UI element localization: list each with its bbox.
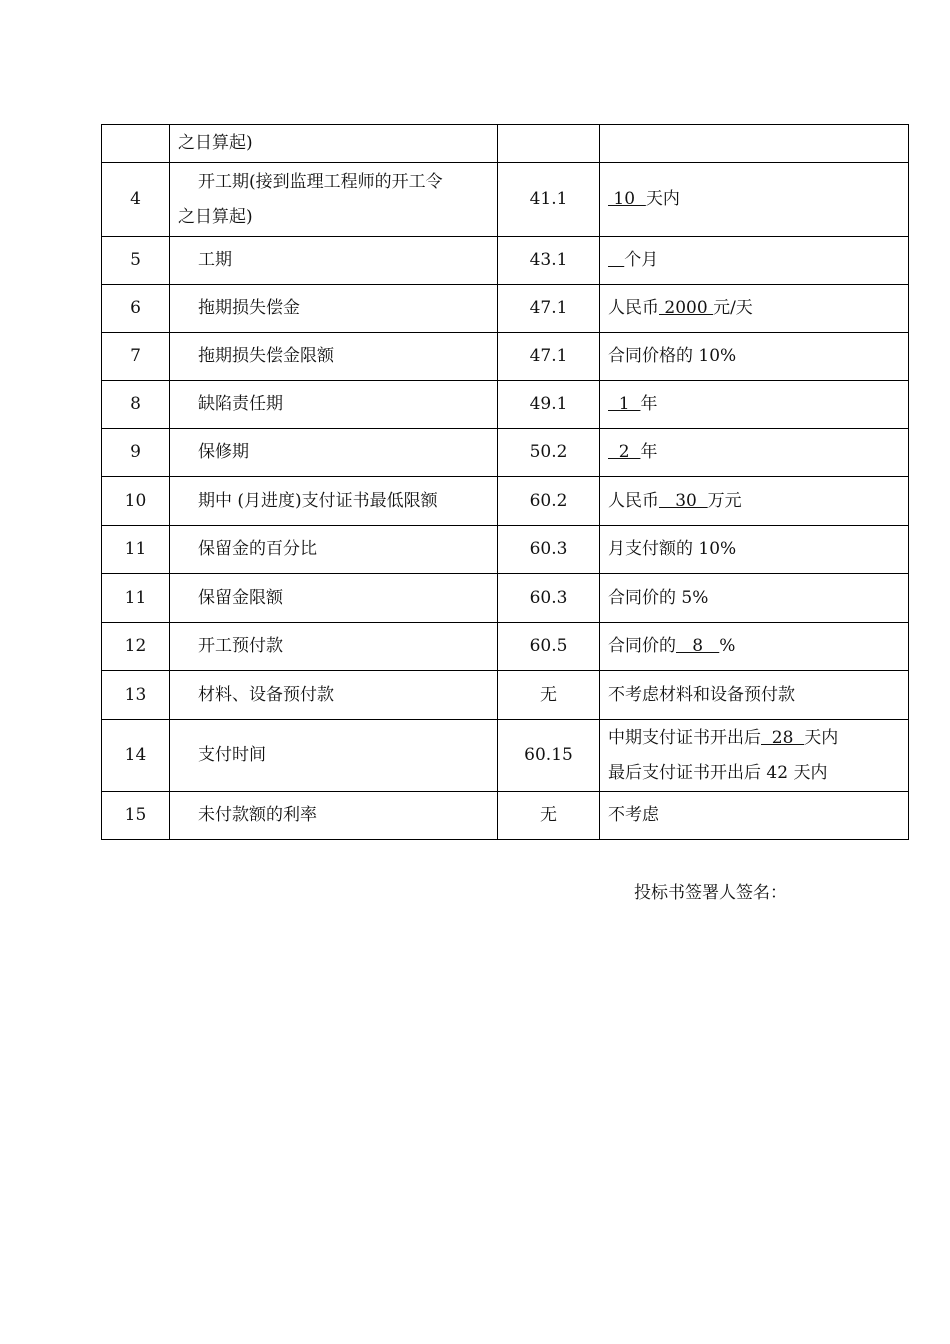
clause-number: 47.1 (498, 333, 600, 381)
item-name-line: 开工期(接到监理工程师的开工令 (198, 171, 443, 192)
data-value (600, 477, 909, 526)
row-number: 11 (102, 526, 170, 574)
row-number: 7 (102, 333, 170, 381)
row-number: 5 (102, 237, 170, 285)
contract-data-table (101, 124, 909, 840)
row-number: 13 (102, 671, 170, 720)
clause-number: 43.1 (498, 237, 600, 285)
clause-number: 60.2 (498, 477, 600, 526)
data-text: % (719, 636, 736, 656)
signature-label: 投标书签署人签名： (634, 883, 787, 903)
row-number: 15 (102, 792, 170, 840)
data-value (600, 163, 909, 237)
item-name-text: 开工预付款 (198, 636, 283, 656)
data-value (600, 237, 909, 285)
filled-blank: 30 (659, 490, 708, 511)
clause-number: 47.1 (498, 285, 600, 333)
item-name-text: 拖期损失偿金 (198, 298, 300, 318)
item-name-text: 拖期损失偿金限额 (198, 346, 334, 366)
table-row (102, 285, 909, 333)
item-name (170, 792, 498, 840)
item-name-text: 工期 (198, 250, 232, 270)
filled-blank: 8 (676, 636, 720, 656)
item-name-text: 支付时间 (198, 745, 266, 765)
clause-number: 41.1 (498, 163, 600, 237)
table-body (102, 125, 909, 840)
table-row (102, 237, 909, 285)
row-number: 11 (102, 574, 170, 623)
data-text: 月支付额的 10% (608, 539, 737, 559)
clause-number: 60.3 (498, 574, 600, 623)
table-row (102, 381, 909, 429)
table-row (102, 623, 909, 671)
data-value-line (608, 580, 908, 617)
data-text: 年 (640, 442, 658, 462)
data-value-line (608, 483, 908, 520)
item-name (170, 333, 498, 381)
table-row (102, 125, 909, 163)
data-text: 个月 (624, 250, 659, 270)
clause-number: 60.3 (498, 526, 600, 574)
data-value (600, 429, 909, 477)
table-row (102, 720, 909, 792)
filled-blank: 28 (761, 727, 805, 748)
item-name-text: 缺陷责任期 (198, 394, 283, 414)
row-number: 4 (102, 163, 170, 237)
data-value (600, 720, 909, 792)
item-name (170, 477, 498, 526)
row-number: 8 (102, 381, 170, 429)
data-value (600, 333, 909, 381)
item-name (170, 526, 498, 574)
data-text: 天内 (804, 727, 839, 748)
clause-number: 49.1 (498, 381, 600, 429)
row-number: 10 (102, 477, 170, 526)
data-value-line (608, 434, 908, 471)
item-name (170, 285, 498, 333)
item-name (170, 381, 498, 429)
data-value-line (608, 290, 908, 327)
filled-blank (608, 250, 624, 270)
data-value-line (608, 386, 908, 423)
data-value-line (608, 338, 908, 375)
data-value-line (608, 797, 908, 834)
item-name (170, 429, 498, 477)
data-value-line (608, 628, 908, 665)
item-name (170, 125, 498, 163)
data-value (600, 623, 909, 671)
item-name (170, 671, 498, 720)
clause-number: 无 (498, 792, 600, 840)
row-number (102, 125, 170, 163)
table-row (102, 792, 909, 840)
clause-number: 60.5 (498, 623, 600, 671)
data-value (600, 792, 909, 840)
item-name-text: 未付款额的利率 (198, 805, 317, 825)
data-value (600, 125, 909, 163)
data-text: 中期支付证书开出后 (608, 727, 761, 748)
item-name-text: 期中 (月进度)支付证书最低限额 (198, 490, 438, 511)
clause-number: 无 (498, 671, 600, 720)
clause-number: 50.2 (498, 429, 600, 477)
item-name (170, 237, 498, 285)
row-number: 12 (102, 623, 170, 671)
data-text: 合同价格的 10% (608, 346, 737, 366)
table-row (102, 671, 909, 720)
item-name-text: 保留金限额 (198, 587, 283, 608)
clause-number (498, 125, 600, 163)
clause-number: 60.15 (498, 720, 600, 792)
data-text: 不考虑 (608, 805, 659, 825)
item-name-text: 材料、设备预付款 (198, 684, 334, 705)
data-text: 天内 (645, 189, 680, 209)
data-text: 不考虑材料和设备预付款 (608, 684, 795, 705)
data-text: 人民币 (608, 298, 659, 318)
item-name (170, 623, 498, 671)
table-row (102, 333, 909, 381)
filled-blank: 2 (608, 442, 641, 462)
data-text: 合同价的 (608, 636, 676, 656)
data-text: 年 (640, 394, 658, 414)
data-value (600, 285, 909, 333)
row-number: 14 (102, 720, 170, 792)
data-value-line (608, 677, 908, 714)
table-row (102, 477, 909, 526)
data-value (600, 526, 909, 574)
item-name-text: 保修期 (198, 442, 249, 462)
data-value-line (608, 721, 908, 756)
row-number: 6 (102, 285, 170, 333)
filled-blank: 1 (608, 394, 641, 414)
item-name (170, 163, 498, 237)
table-row (102, 574, 909, 623)
data-value (600, 574, 909, 623)
data-text: 万元 (707, 490, 742, 511)
filled-blank: 2000 (659, 298, 714, 318)
data-value-line (608, 531, 908, 568)
data-value (600, 671, 909, 720)
data-text: 最后支付证书开出后 42 天内 (608, 762, 828, 783)
data-text: 元/天 (713, 298, 753, 318)
item-name-line: 之日算起) (178, 206, 253, 227)
data-text: 合同价的 5% (608, 587, 709, 608)
data-value (600, 381, 909, 429)
data-value-line (608, 182, 908, 217)
table-row (102, 163, 909, 237)
data-text: 人民币 (608, 490, 659, 511)
row-number: 9 (102, 429, 170, 477)
table-row (102, 526, 909, 574)
data-value-line (608, 242, 908, 279)
data-value-line (608, 756, 908, 791)
item-name (170, 720, 498, 792)
filled-blank: 10 (608, 189, 646, 209)
item-name-text: 之日算起) (178, 133, 253, 153)
item-name (170, 574, 498, 623)
item-name-text: 保留金的百分比 (198, 539, 317, 559)
table-row (102, 429, 909, 477)
